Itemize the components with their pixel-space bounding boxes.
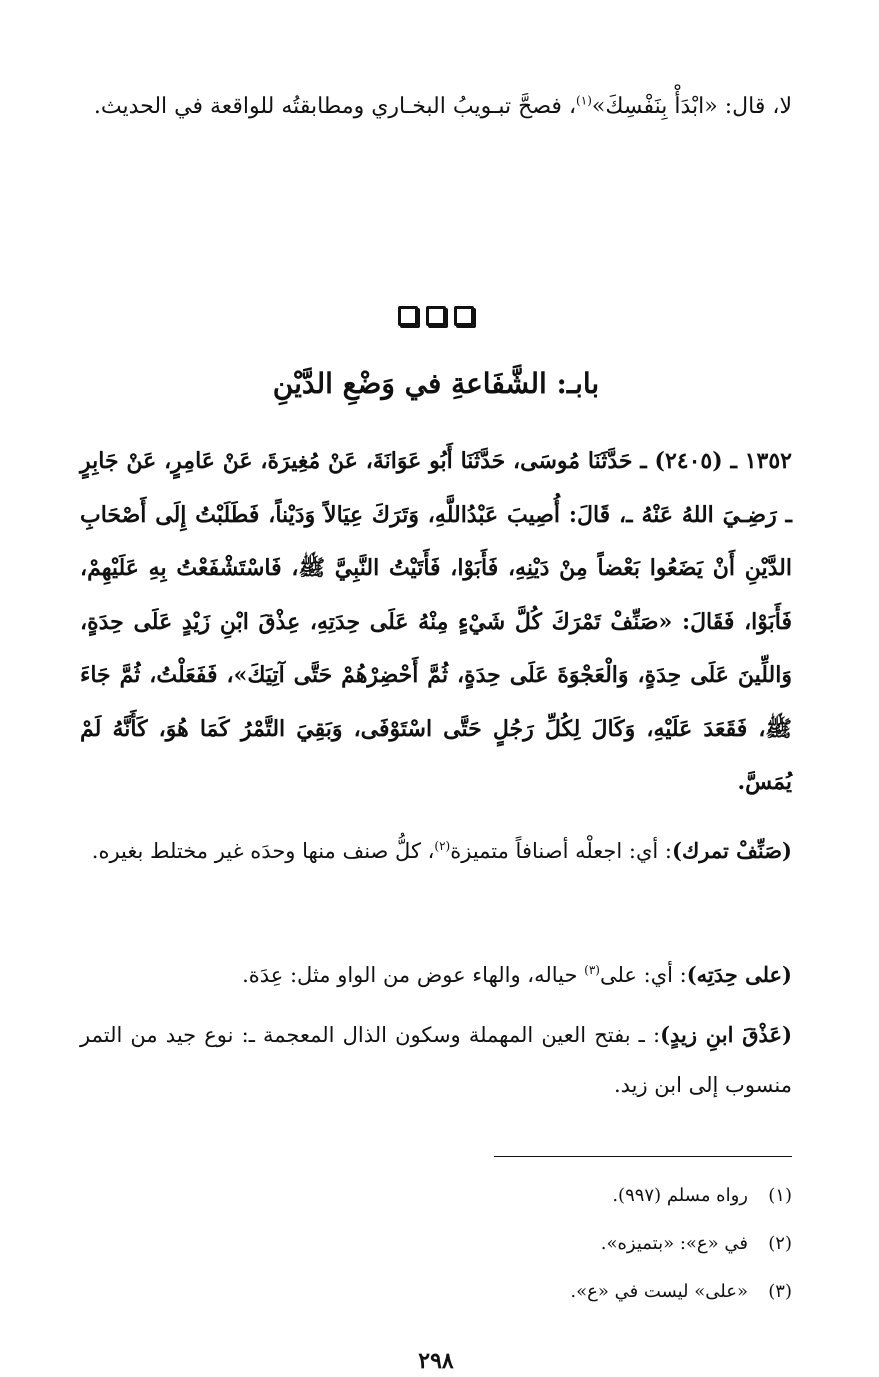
- footnote-number: (١): [768, 1185, 792, 1206]
- intro-quote: لا، قال: «ابْدَأْ بِنَفْسِكَ»: [591, 94, 792, 119]
- gloss-lemma: (صَنِّفْ تمرك): [672, 838, 792, 863]
- footnote-text: رواه مسلم (٩٩٧).: [612, 1185, 748, 1206]
- footnote-ref-2[interactable]: (٢): [434, 839, 451, 853]
- gloss-entry: [80, 826, 792, 876]
- footnote-ref-3[interactable]: (٣): [584, 963, 600, 977]
- separator-box-icon: [398, 306, 418, 326]
- gloss-lemma: (عَذْقَ ابنِ زيدٍ): [660, 1022, 792, 1047]
- footnotes: [80, 1172, 792, 1316]
- intro-rest: ، فصحَّ تبـويبُ البخـاري ومطابقتُه للواقعة في الحديث.: [93, 94, 577, 119]
- gloss-entry: [80, 1010, 792, 1110]
- footnote-text: «على» ليست في «ع».: [570, 1281, 748, 1302]
- intro-paragraph: [80, 80, 792, 133]
- footnote-divider: [494, 1156, 792, 1157]
- gloss-text: حياله، والهاء عوض من الواو مثل: عِدَة.: [242, 963, 585, 987]
- footnote-item: [80, 1172, 792, 1220]
- footnote-ref-1[interactable]: (١): [576, 93, 592, 108]
- hadith-text: ١٣٥٢ ـ (٢٤٠٥) ـ حَدَّثَنَا مُوسَى، حَدَّثَنَا أَبُو عَوَانَةَ، عَنْ مُغِيرَةَ، عَنْ عَامِرٍ، عَنْ جَابِرٍ ـ رَضِـيَ اللهُ عَنْهُ ـ، قَالَ: أُصِيبَ عَبْدُاللَّهِ، وَتَرَكَ عِيَالاً وَدَيْناً، فَطَلَبْتُ إِلَى أَصْحَابِ الدَّيْنِ أَنْ يَضَعُوا بَعْضاً مِنْ دَيْنِهِ، فَأَبَوْا، فَأَتَيْتُ النَّبِيَّ ﷺ، فَاسْتَشْفَعْتُ بِهِ عَلَيْهِمْ، فَأَبَوْا، فَقَالَ: «صَنِّفْ تَمْرَكَ كُلَّ شَيْءٍ مِنْهُ عَلَى حِدَتِهِ، عِذْقَ ابْنِ زَيْدٍ عَلَى حِدَةٍ، وَاللِّينَ عَلَى حِدَةٍ، وَالْعَجْوَةَ عَلَى حِدَةٍ، ثُمَّ أَحْضِرْهُمْ حَتَّى آتِيَكَ»، فَفَعَلْتُ، ثُمَّ جَاءَ ﷺ، فَقَعَدَ عَلَيْهِ، وَكَالَ لِكُلِّ رَجُلٍ حَتَّى اسْتَوْفَى، وَبَقِيَ التَّمْرُ كَمَا هُوَ، كَأَنَّهُ لَمْ يُمَسَّ.: [80, 448, 793, 795]
- page-body: [80, 80, 793, 1374]
- footnote-text: في «ع»: «بتميزه».: [600, 1233, 748, 1254]
- page-number: ٢٩٨: [418, 1348, 454, 1374]
- separator-box-icon: [454, 306, 474, 326]
- gloss-entry: [80, 950, 792, 1000]
- chapter-title: بابـ: الشَّفَاعةِ في وَضْعِ الدَّيْنِ: [272, 367, 600, 400]
- footnote-number: (٣): [768, 1281, 792, 1302]
- footnote-item: [80, 1268, 792, 1316]
- gloss-text: : ـ بفتح العين المهملة وسكون الذال المعجمة ـ: نوع جيد من التمر منسوب إلى ابن زيد.: [80, 1023, 792, 1097]
- separator-box-icon: [426, 306, 446, 326]
- footnote-number: (٢): [768, 1233, 792, 1254]
- gloss-text: ، كلُّ صنف منها وحدَه غير مختلط بغيره.: [91, 839, 435, 863]
- gloss-text: : أي: على: [599, 963, 687, 987]
- footnote-item: [80, 1220, 792, 1268]
- gloss-text: : أي: اجعلْه أصنافاً متميزة: [450, 839, 673, 863]
- gloss-lemma: (على حِدَتِه): [686, 962, 792, 987]
- section-separator: [80, 306, 792, 336]
